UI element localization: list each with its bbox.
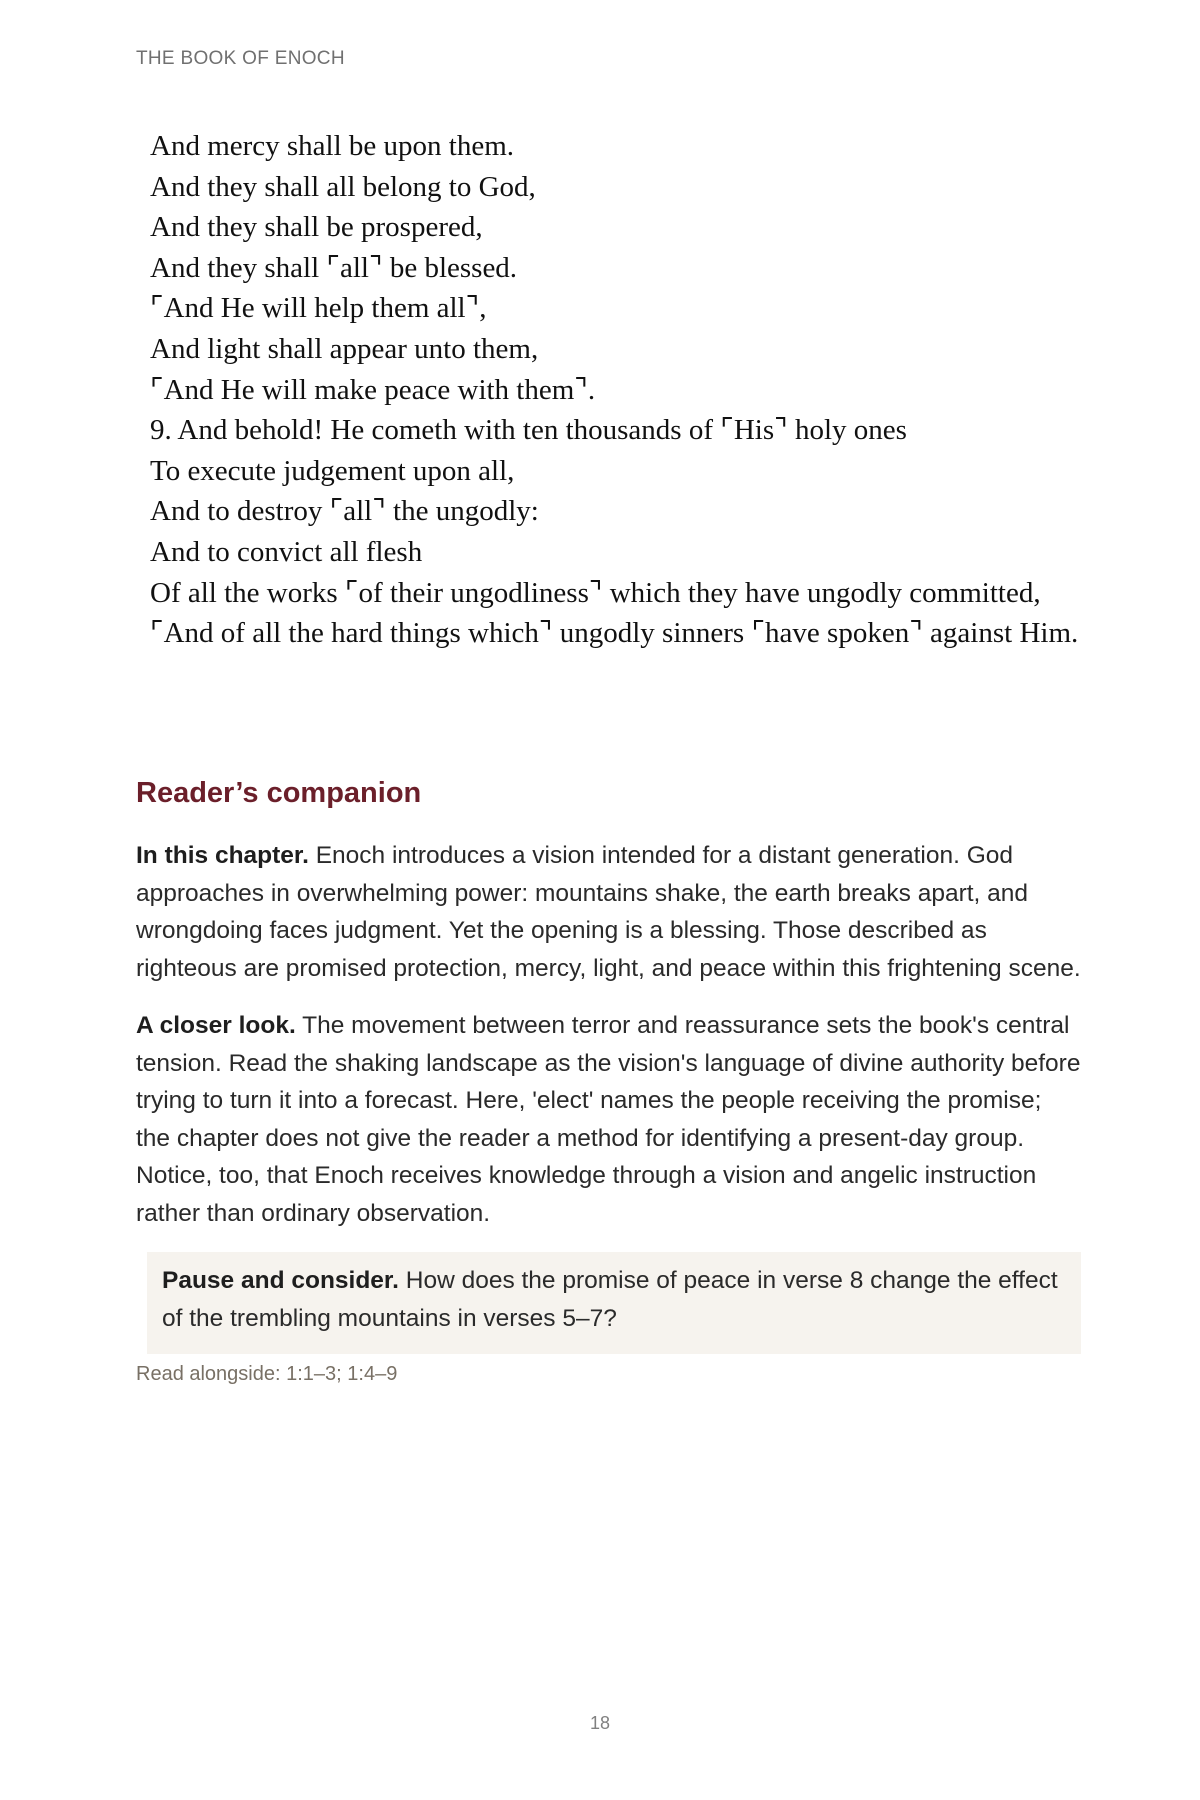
verse-line: And they shall all belong to God,	[150, 170, 536, 203]
verse-block	[150, 126, 1080, 654]
verse-line: And to convict all flesh	[150, 535, 423, 568]
verse-line: And mercy shall be upon them.	[150, 130, 515, 162]
verse-line: ⌜And He will make peace with them⌝.	[150, 373, 596, 406]
paragraph-lead: In this chapter.	[136, 842, 309, 869]
chapter-summary-paragraph	[136, 837, 1081, 987]
section-heading: Reader’s companion	[136, 777, 422, 809]
paragraph-lead: A closer look.	[136, 1012, 296, 1039]
verse-line: And they shall be prospered,	[150, 211, 483, 244]
paragraph-text: The movement between terror and reassurance sets the book's central tension. Read the shaking landscape as the vision's language of divine authority before trying to turn it into a forecast. Here, 'elect' names the people receiving the promise; the chapter does not give the reader a method for identifying a present-day group. Notice, too, that Enoch receives knowledge through a vision and angelic instruction rather than ordinary observation.	[136, 1012, 1081, 1227]
verse-line: 9. And behold! He cometh with ten thousands of ⌜His⌝ holy ones	[150, 414, 907, 447]
verse-line: Of all the works ⌜of their ungodliness⌝ which they have ungodly committed,	[150, 576, 1041, 609]
callout-lead: Pause and consider.	[162, 1267, 399, 1294]
closer-look-paragraph	[136, 1007, 1081, 1232]
verse-line: ⌜And of all the hard things which⌝ ungodly sinners ⌜have spoken⌝ against Him.	[150, 617, 1079, 650]
verse-line: And light shall appear unto them,	[150, 332, 539, 365]
running-header: THE BOOK OF ENOCH	[136, 48, 345, 69]
verse-line: And to destroy ⌜all⌝ the ungodly:	[150, 495, 539, 528]
pause-callout-box	[147, 1252, 1081, 1354]
paragraph-text: Enoch introduces a vision intended for a distant generation. God approaches in overwhelming power: mountains shake, the earth breaks apart, and wrongdoing faces judgment. Yet the opening is a blessing. Those described as righteous are promised protection, mercy, light, and peace within this frightening scene.	[136, 842, 1081, 982]
verse-line: And they shall ⌜all⌝ be blessed.	[150, 251, 518, 284]
verse-line: To execute judgement upon all,	[150, 454, 515, 487]
callout-text: How does the promise of peace in verse 8 change the effect of the trembling mountains in verses 5–7?	[162, 1267, 1058, 1332]
verse-line: ⌜And He will help them all⌝,	[150, 292, 487, 325]
page-number: 18	[589, 1713, 611, 1733]
read-alongside-note: Read alongside: 1:1–3; 1:4–9	[136, 1363, 398, 1385]
readers-companion-section	[136, 775, 1081, 1387]
